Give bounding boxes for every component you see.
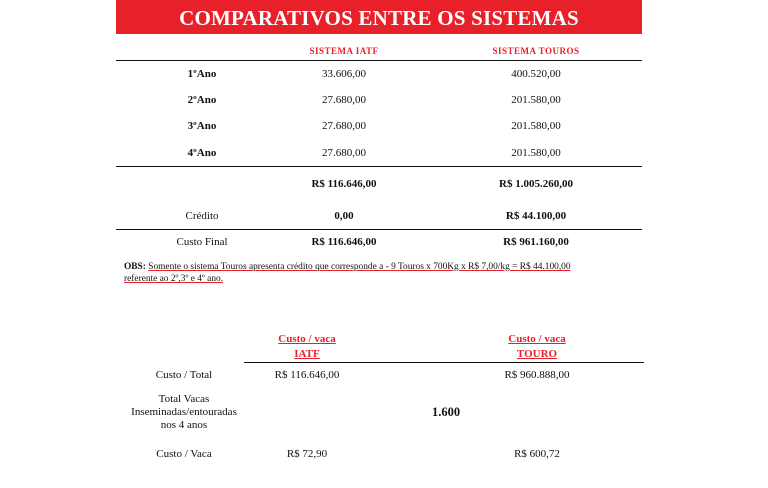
t2-custo-total-touro: R$ 960.888,00 xyxy=(504,369,570,381)
credito-label: Crédito xyxy=(185,210,219,222)
header-iatf: SISTEMA IATF xyxy=(309,46,379,56)
obs-note xyxy=(124,261,644,285)
t2-header-touro-line1: Custo / vaca xyxy=(508,333,566,345)
credito-iatf: 0,00 xyxy=(334,210,354,222)
t2-custo-vaca-label: Custo / Vaca xyxy=(156,448,212,460)
row-iatf-ano1: 33.606,00 xyxy=(322,68,366,80)
t2-custo-vaca-touro: R$ 600,72 xyxy=(514,448,560,460)
row-label-ano2: 2ºAno xyxy=(187,94,217,106)
header-touros: SISTEMA TOUROS xyxy=(492,46,580,56)
t2-vacas-label xyxy=(131,393,237,432)
row-touros-ano4: 201.580,00 xyxy=(511,147,561,159)
t2-custo-total-iatf: R$ 116.646,00 xyxy=(274,369,340,381)
t2-vacas-line2: Inseminadas/entouradas xyxy=(131,406,237,418)
obs-line2: referente ao 2º,3º e 4º ano. xyxy=(124,274,224,284)
total-iatf: R$ 116.646,00 xyxy=(311,178,377,190)
row-label-ano1: 1ºAno xyxy=(187,68,217,80)
row-touros-ano3: 201.580,00 xyxy=(511,120,561,132)
total-touros: R$ 1.005.260,00 xyxy=(499,178,573,190)
row-iatf-ano4: 27.680,00 xyxy=(322,147,366,159)
t2-header-rule xyxy=(244,362,644,363)
custo-final-iatf: R$ 116.646,00 xyxy=(311,236,377,248)
row-label-ano4: 4ºAno xyxy=(187,147,217,159)
row-iatf-ano3: 27.680,00 xyxy=(322,120,366,132)
custo-final-touros: R$ 961.160,00 xyxy=(503,236,569,248)
custo-final-label: Custo Final xyxy=(176,236,228,248)
row-iatf-ano2: 27.680,00 xyxy=(322,94,366,106)
header-rule xyxy=(116,60,642,61)
custo-final-rule xyxy=(116,229,642,230)
row-touros-ano2: 201.580,00 xyxy=(511,94,561,106)
row-touros-ano1: 400.520,00 xyxy=(511,68,561,80)
t2-vacas-value: 1.600 xyxy=(431,405,461,419)
total-rule xyxy=(116,166,642,167)
credito-touros: R$ 44.100,00 xyxy=(505,210,567,222)
t2-vacas-line3: nos 4 anos xyxy=(160,419,208,431)
t2-custo-vaca-iatf: R$ 72,90 xyxy=(286,448,328,460)
t2-header-iatf-line2: IATF xyxy=(294,348,320,360)
obs-line1: Somente o sistema Touros apresenta crédito que corresponde a - 9 Touros x 700Kg x R$ 7,00/kg = R$ 44.100,00 xyxy=(148,262,571,272)
row-label-ano3: 3ºAno xyxy=(187,120,217,132)
page-title: COMPARATIVOS ENTRE OS SISTEMAS xyxy=(179,6,579,30)
t2-header-iatf xyxy=(278,332,335,362)
t2-custo-total-label: Custo / Total xyxy=(155,369,213,381)
t2-header-touro xyxy=(508,332,565,362)
t2-vacas-line1: Total Vacas xyxy=(158,393,210,405)
obs-prefix: OBS: xyxy=(124,262,146,272)
t2-header-iatf-line1: Custo / vaca xyxy=(278,333,336,345)
title-banner xyxy=(116,0,642,34)
t2-header-touro-line2: TOURO xyxy=(516,348,558,360)
